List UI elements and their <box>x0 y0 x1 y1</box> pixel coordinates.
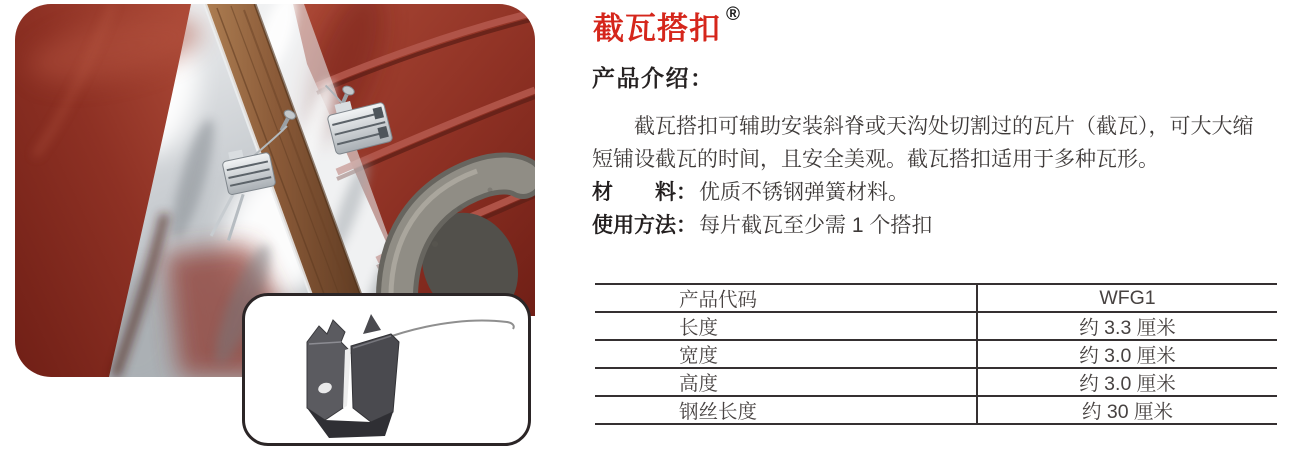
product-title: 截瓦搭扣 <box>593 11 721 46</box>
attribute-value: 优质不锈钢弹簧材料。 <box>699 181 909 204</box>
table-row <box>595 339 1277 367</box>
attribute-label: 使用方法： <box>592 214 697 237</box>
table-row <box>595 283 1277 311</box>
attribute-material <box>592 176 932 209</box>
table-row <box>595 311 1277 339</box>
spec-value: 约 3.0 厘米 <box>976 369 1277 395</box>
spec-value: 约 30 厘米 <box>976 397 1277 423</box>
product-inset-photo <box>242 293 531 446</box>
spec-name: 宽度 <box>679 345 719 367</box>
attribute-value: 每片截瓦至少需 1 个搭扣 <box>699 214 933 237</box>
product-attributes <box>592 176 932 242</box>
spec-name: 产品代码 <box>679 289 758 311</box>
registered-trademark-mark: ® <box>726 4 740 25</box>
clip-product <box>307 314 399 438</box>
spec-name: 钢丝长度 <box>679 401 758 423</box>
table-row <box>595 367 1277 395</box>
product-description: 截瓦搭扣可辅助安装斜脊或天沟处切割过的瓦片（截瓦），可大大缩短铺设截瓦的时间，且安全美观。截瓦搭扣适用于多种瓦形。 <box>592 115 1254 171</box>
spec-value: 约 3.3 厘米 <box>976 313 1277 339</box>
intro-heading: 产品介绍： <box>592 65 715 91</box>
attribute-label: 材 料： <box>592 181 697 204</box>
spec-name: 高度 <box>679 373 719 395</box>
clip-product-illustration <box>245 296 526 443</box>
spec-value: 约 3.0 厘米 <box>976 341 1277 367</box>
table-row <box>595 395 1277 423</box>
product-title-row <box>593 4 740 46</box>
attribute-usage <box>592 209 932 242</box>
spec-name: 长度 <box>679 317 719 339</box>
spec-value: WFG1 <box>976 285 1277 311</box>
spec-table <box>595 283 1277 425</box>
